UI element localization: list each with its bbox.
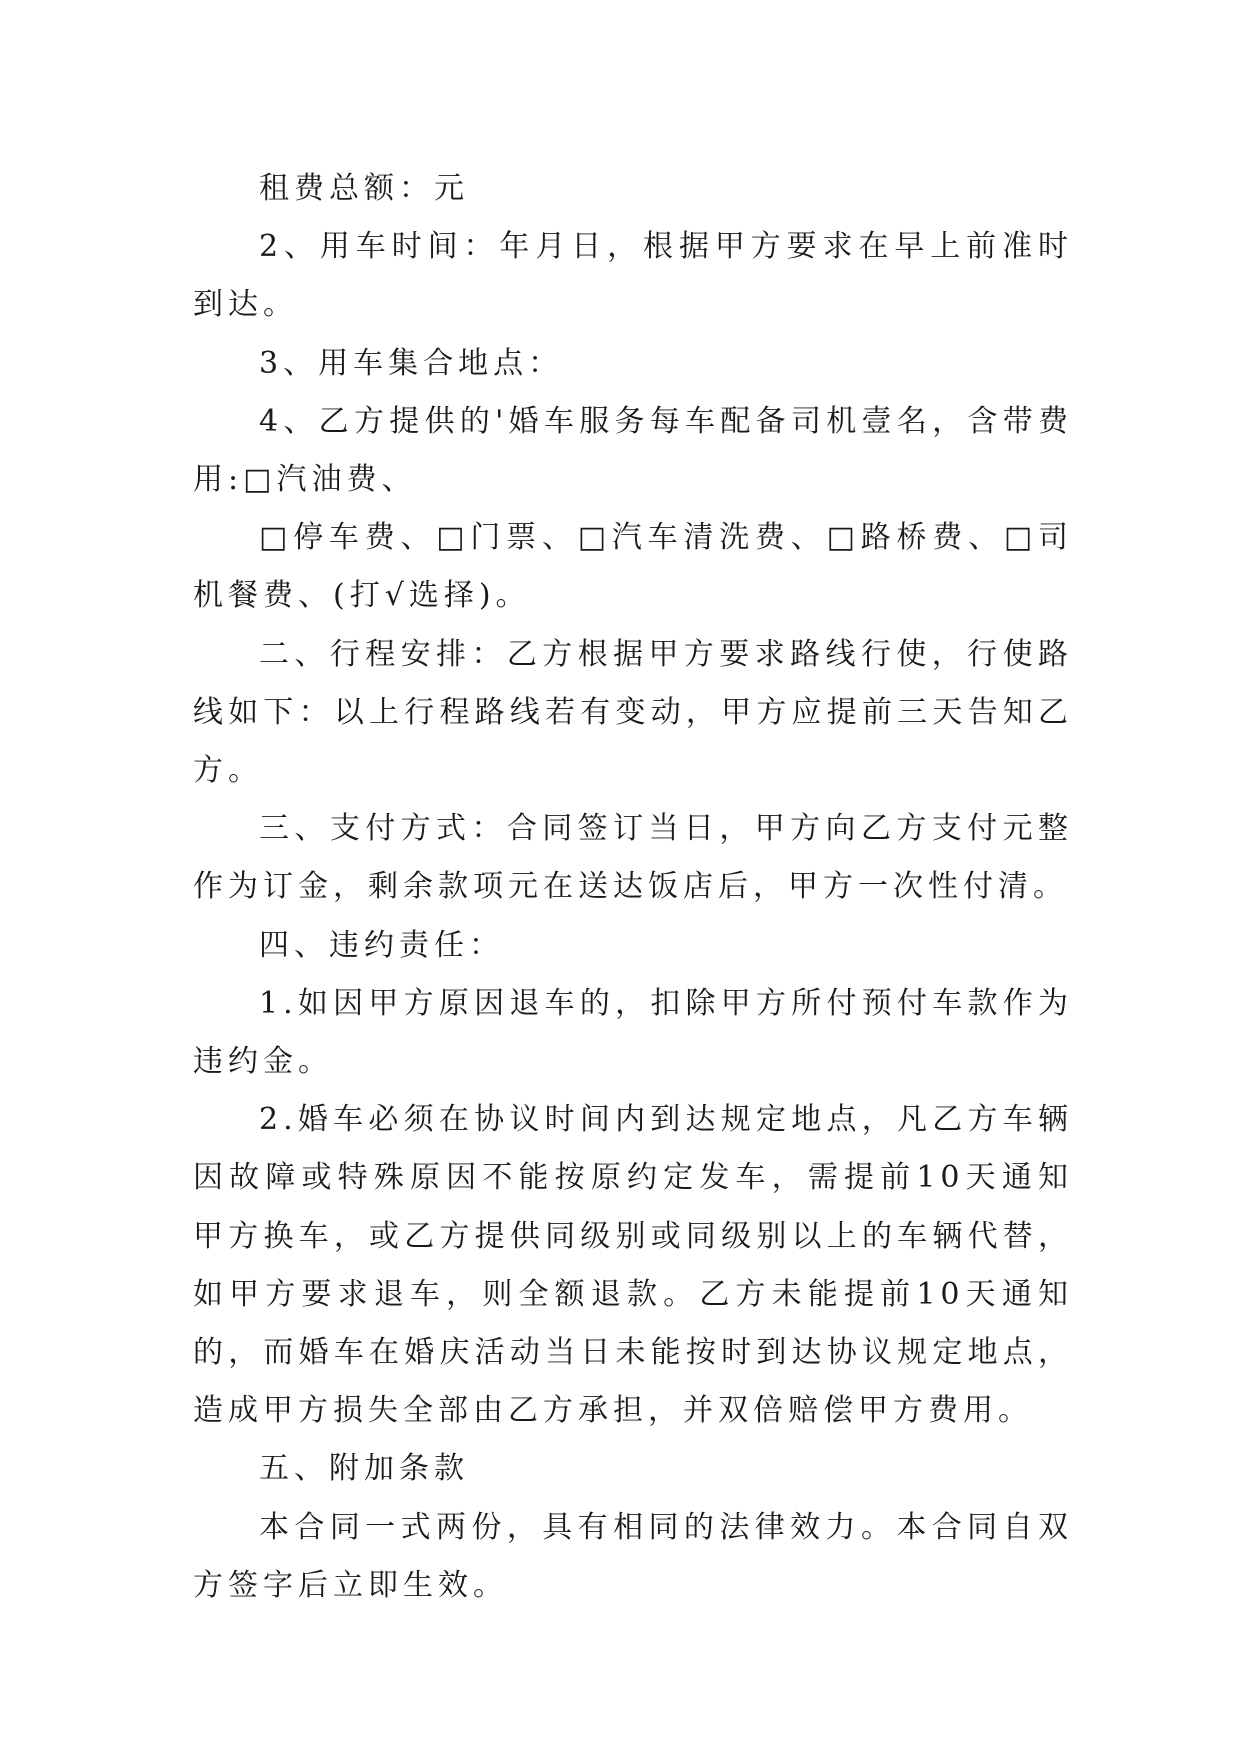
paragraph-breach-party-b: 2.婚车必须在协议时间内到达规定地点，凡乙方车辆因故障或特殊原因不能按原约定发车，需提前10天通知甲方换车，或乙方提供同级别或同级别以上的车辆代替，如甲方要求退车，则全额退款。乙方未能提前10天通知的，而婚车在婚庆活动当日未能按时到达协议规定地点，造成甲方损失全部由乙方承担，并双倍赔偿甲方费用。 [193, 1102, 1073, 1429]
paragraph-effectiveness: 本合同一式两份，具有相同的法律效力。本合同自双方签字后立即生效。 [193, 1509, 1073, 1603]
document-body [193, 160, 1073, 1615]
paragraph-driver-fees: 4、乙方提供的'婚车服务每车配备司机壹名，含带费用:□汽油费、 [193, 403, 1073, 498]
paragraph-breach-heading: 四、违约责任： [259, 927, 504, 963]
paragraph-rent-total: 租费总额：元 [259, 171, 469, 206]
paragraph-payment: 三、支付方式：合同签订当日，甲方向乙方支付元整作为订金，剩余款项元在送达饭店后，甲方一次性付清。 [193, 811, 1073, 905]
paragraph-meeting-place: 3、用车集合地点： [259, 345, 564, 381]
paragraph-additional-heading: 五、附加条款 [259, 1451, 469, 1487]
paragraph-fee-options: □停车费、□门票、□汽车清洗费、□路桥费、□司机餐费、(打√选择)。 [193, 520, 1073, 614]
paragraph-breach-party-a: 1.如因甲方原因退车的，扣除甲方所付预付车款作为违约金。 [193, 985, 1073, 1080]
paragraph-itinerary: 二、行程安排：乙方根据甲方要求路线行使，行使路线如下：以上行程路线若有变动，甲方应提前三天告知乙方。 [193, 636, 1073, 789]
paragraph-usage-time: 2、用车时间：年月日，根据甲方要求在早上前准时到达。 [193, 229, 1073, 323]
